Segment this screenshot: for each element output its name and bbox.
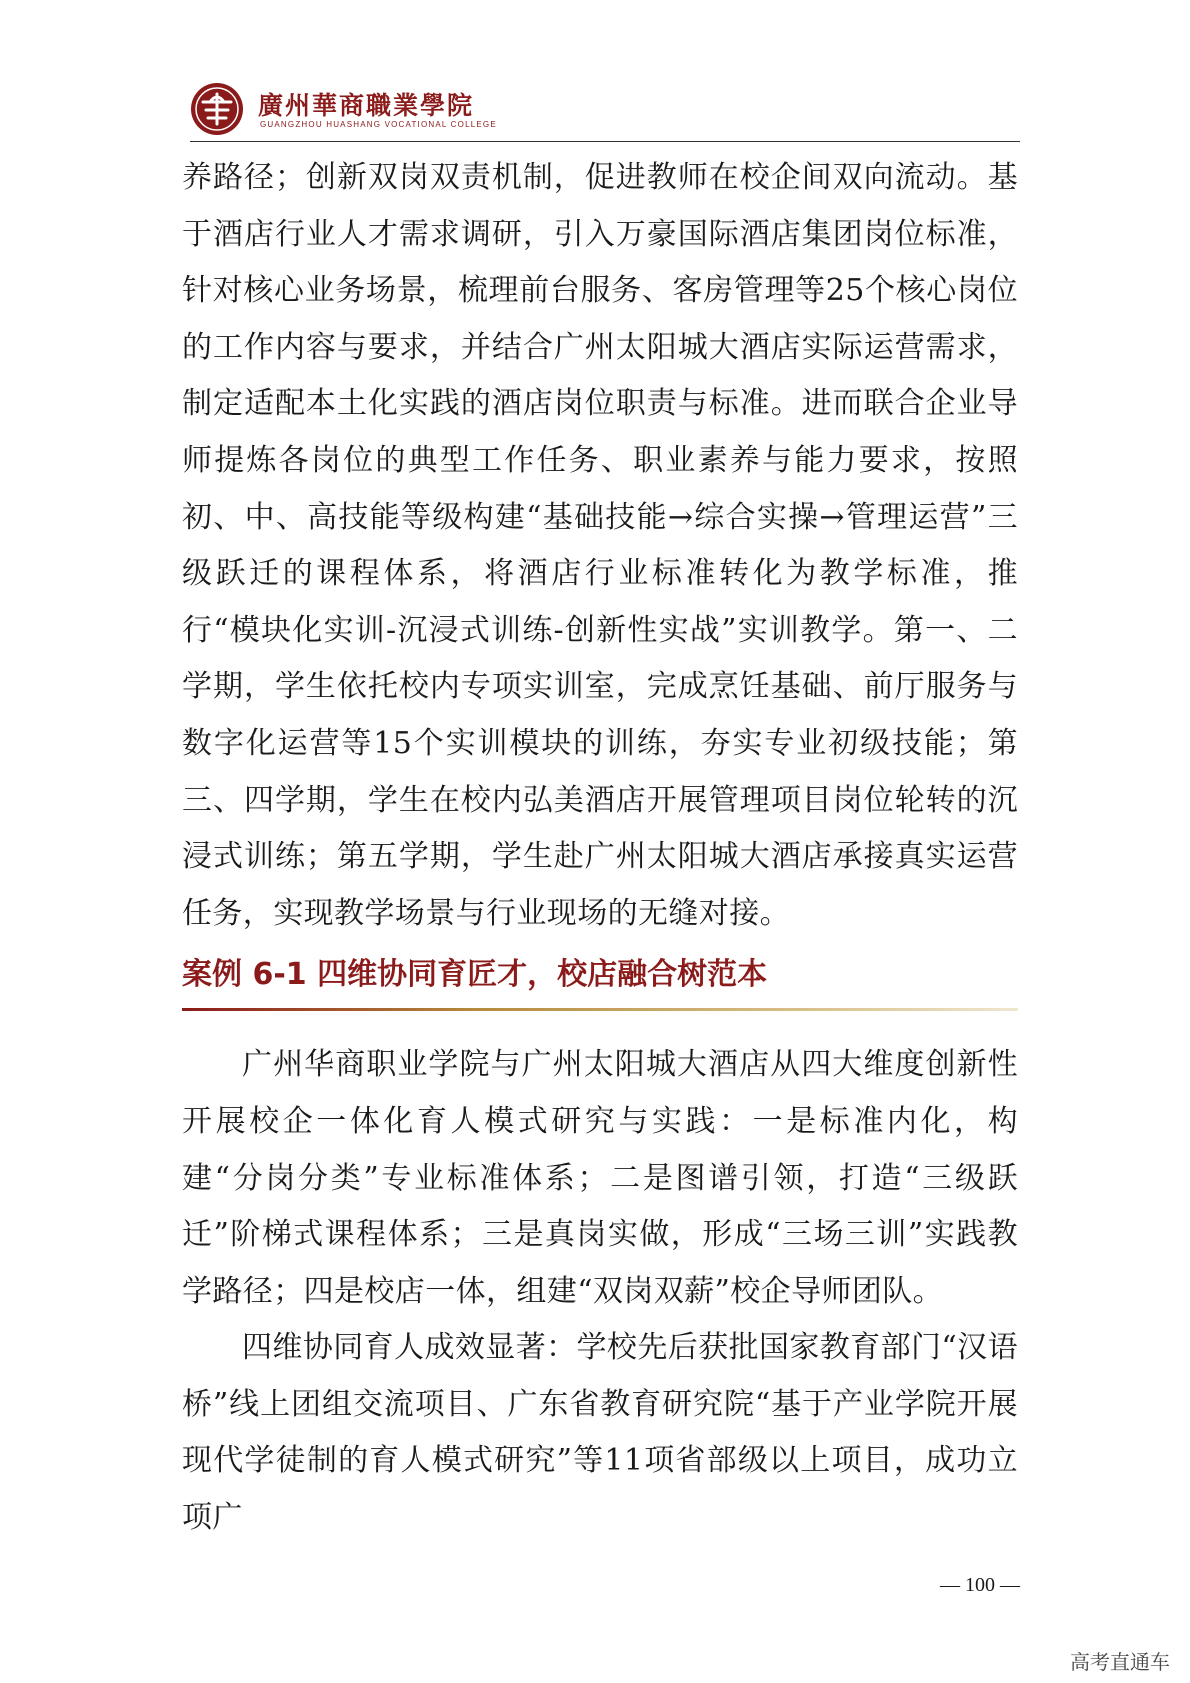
case-title-divider — [182, 1008, 1018, 1011]
school-name-en: GUANGZHOU HUASHANG VOCATIONAL COLLEGE — [260, 120, 497, 129]
case-title: 案例 6-1 四维协同育匠才，校店融合树范本 — [182, 957, 768, 993]
page-content — [182, 150, 1018, 1547]
watermark: 高考直通车 — [1066, 1646, 1174, 1675]
case-paragraph-1: 广州华商职业学院与广州太阳城大酒店从四大维度创新性开展校企一体化育人模式研究与实践：一是标准内化，构建“分岗分类”专业标准体系；二是图谱引领，打造“三级跃迁”阶梯式课程体系；三是真岗实做，形成“三场三训”实践教学路径；四是校店一体，组建“双岗双薪”校企导师团队。 — [182, 1047, 1018, 1309]
college-seal-icon — [190, 82, 244, 136]
page-header — [190, 80, 1020, 140]
header-divider — [190, 141, 1020, 142]
body-paragraph: 养路径；创新双岗双责机制，促进教师在校企间双向流动。基于酒店行业人才需求调研，引入万豪国际酒店集团岗位标准，针对核心业务场景，梳理前台服务、客房管理等25个核心岗位的工作内容与要求，并结合广州太阳城大酒店实际运营需求，制定适配本土化实践的酒店岗位职责与标准。进而联合企业导师提炼各岗位的典型工作任务、职业素养与能力要求，按照初、中、高技能等级构建“基础技能→综合实操→管理运营”三级跃迁的课程体系，将酒店行业标准转化为教学标准，推行“模块化实训-沉浸式训练-创新性实战”实训教学。第一、二学期，学生依托校内专项实训室，完成烹饪基础、前厅服务与数字化运营等15个实训模块的训练，夯实专业初级技能；第三、四学期，学生在校内弘美酒店开展管理项目岗位轮转的沉浸式训练；第五学期，学生赴广州太阳城大酒店承接真实运营任务，实现教学场景与行业现场的无缝对接。 — [182, 160, 1018, 931]
school-name-cn: 廣州華商職業學院 — [258, 91, 475, 120]
page-number: — 100 — — [940, 1574, 1020, 1596]
case-paragraph-2: 四维协同育人成效显著：学校先后获批国家教育部门“汉语桥”线上团组交流项目、广东省教育研究院“基于产业学院开展现代学徒制的育人模式研究”等11项省部级以上项目，成功立项广 — [182, 1330, 1018, 1536]
